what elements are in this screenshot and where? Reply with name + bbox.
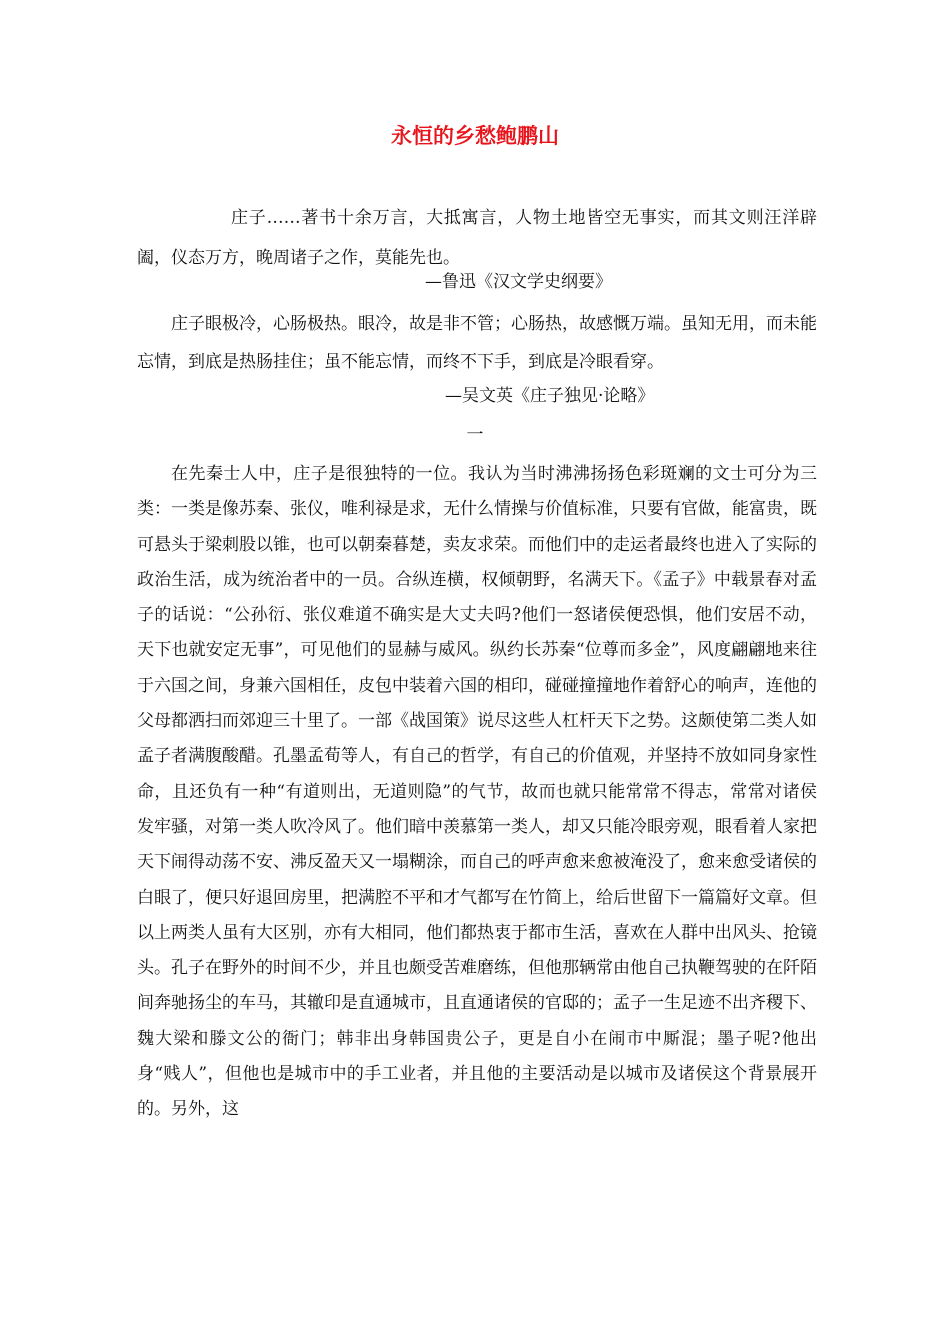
document-title: 永恒的乡愁鲍鹏山: [391, 123, 559, 148]
epigraph-attribution-lu-xun: —鲁迅《汉文学史纲要》: [425, 272, 612, 292]
section-number: 一: [466, 425, 484, 445]
epigraph-quote-wu-wenying: 庄子眼极冷，心肠极热。眼冷，故是非不管；心肠热，故感慨万端。虽知无用，而未能忘情，到底是热肠挂住；虽不能忘情，而终不下手，到底是冷眼看穿。: [137, 314, 817, 372]
body-paragraph: 在先秦士人中，庄子是很独特的一位。我认为当时沸沸扬扬色彩斑斓的文士可分为三类：一类是像苏秦、张仪，唯利禄是求，无什么情操与价值标准，只要有官做，能富贵，既可悬头于梁刺股以锥，也可以朝秦暮楚，卖友求荣。而他们中的走运者最终也进入了实际的政治生活，成为统治者中的一员。合纵连横，权倾朝野，名满天下。《孟子》中载景春对孟子的话说：“公孙衍、张仪难道不确实是大丈夫吗?他们一怒诸侯便恐惧，他们安居不动，天下也就安定无事”，可见他们的显赫与威风。纵约长苏秦“位尊而多金”，风度翩翩地来往于六国之间，身兼六国相任，皮包中装着六国的相印，碰碰撞撞地作着舒心的响声，连他的父母都洒扫而郊迎三十里了。一部《战国策》说尽这些人杠杆天下之势。这颇使第二类人如孟子者满腹酸醋。孔墨孟荀等人，有自己的哲学，有自己的价值观，并坚持不放如同身家性命，且还负有一种“有道则出，无道则隐”的气节，故而也就只能常常不得志，常常对诸侯发牢骚，对第一类人吹冷风了。他们暗中羡慕第一类人，却又只能冷眼旁观，眼看着人家把天下闹得动荡不安、沸反盈天又一塌糊涂，而自己的呼声愈来愈被淹没了，愈来愈受诸侯的白眼了，便只好退回房里，把满腔不平和才气都写在竹简上，给后世留下一篇篇好文章。但以上两类人虽有大区别，亦有大相同，他们都热衷于都市生活，喜欢在人群中出风头、抢镜头。孔子在野外的时间不少，并且也颇受苦难磨练，但他那辆常由他自己执鞭驾驶的在阡陌间奔驰扬尘的车马，其辙印是直通城市，且直通诸侯的官邸的；孟子一生足迹不出齐稷下、魏大梁和滕文公的衙门；韩非出身韩国贵公子，更是自小在闹市中厮混；墨子呢?他出身“贱人”，但他也是城市中的手工业者，并且他的主要活动是以城市及诸侯这个背景展开的。另外，这: [137, 464, 817, 1120]
epigraph-quote-lu-xun: 庄子……著书十余万言，大抵寓言，人物土地皆空无事实，而其文则汪洋辟阖，仪态万方，晚周诸子之作，莫能先也。: [137, 208, 817, 268]
epigraph-attribution-wu-wenying: —吴文英《庄子独见·论略》: [445, 386, 655, 406]
